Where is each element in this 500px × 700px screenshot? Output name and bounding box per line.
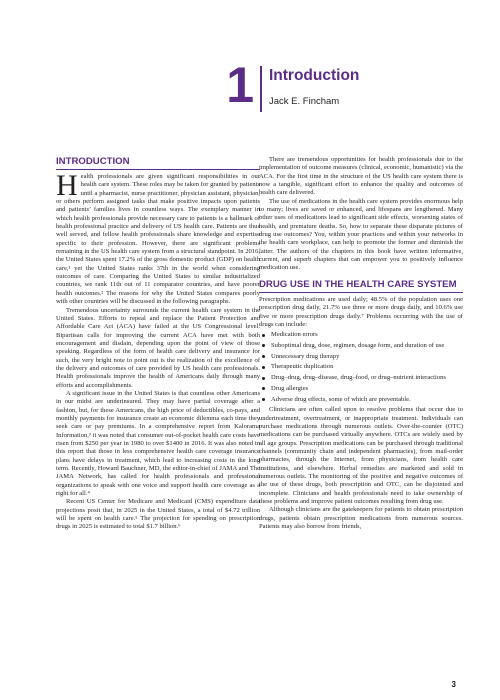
intro-paragraph-3: A significant issue in the United States is that countless other Americans in our midst are underinsured. They may have partial coverage after a fashion, but, for these Americans, the high price of deductibles, co-pays, and monthly payments for insurance create an economic dilemma each time they seek care or pay premiums. In a comprehensive report from Kalorama Information,³ it was noted that consumer out-of-pocket health care costs have risen from $250 per year in 1980 to over $1400 in 2016. It was also noted in this report that those in less comprehensive health care coverage insurance plans have delays in treatment, which lead to increasing costs in the long term. Recently, Howard Bauchner, MD, the editor-in-chief of JAMA and The JAMA Network, has called for health professionals and professional organizations to speak with one voice and support health care coverage as a right for all.⁴ [56, 389, 260, 498]
list-item-text: Drug–drug, drug–disease, drug–food, or drug–nutrient interactions [271, 374, 446, 382]
bullet-icon [262, 334, 265, 337]
list-item [271, 363, 463, 371]
list-item [271, 396, 463, 404]
drug-use-paragraph-1: Prescription medications are used daily; 48.5% of the population uses one prescription drug daily, 21.7% use three or more drugs daily, and 10.6% use five or more prescription drugs daily.⁷ Problems occurring with the use of drugs can include: [259, 295, 463, 328]
list-item-text: Unnecessary drug therapy [271, 352, 340, 360]
section-heading-introduction: INTRODUCTION [56, 156, 260, 170]
list-item-text: Suboptimal drug, dose, regimen, dosage form, and duration of use [271, 341, 445, 349]
chapter-title: Introduction [269, 67, 360, 84]
list-item [271, 331, 463, 339]
bullet-icon [262, 377, 265, 380]
bullet-icon [262, 398, 265, 401]
bullet-icon [262, 344, 265, 347]
list-item [271, 374, 463, 382]
drop-cap: H [56, 169, 78, 202]
drug-use-paragraph-3: Although clinicians are the gatekeepers for patients to obtain prescription drugs, patients obtain prescription medications from numerous sources. Patients may also borrow from friends, [259, 506, 463, 531]
list-item-text: Medication errors [271, 331, 318, 339]
chapter-author: Jack E. Fincham [269, 96, 340, 107]
drug-use-paragraph-2: Clinicians are often called upon to resolve problems that occur due to undertreatment, overtreatment, or inappropriate treatment. Individuals can purchase medications through numerous outlets. Over-the-counter (OTC) medications can be purchased virtually anywhere. OTCs are widely used by all age groups. Prescription medications can be purchased through traditional channels (community chain and independent pharmacies), from mail-order pharmacies, through the Internet, from physicians, from health care institutions, and elsewhere. Herbal remedies are marketed and sold in numerous outlets. The monitoring of the positive and negative outcomes of the use of these drugs, both prescription and OTC, can be disjointed and incomplete. Clinicians and health professionals need to take ownership of these problems and improve patient outcomes resulting from drug use. [259, 406, 463, 506]
list-item-text: Adverse drug effects, some of which are preventable. [271, 395, 411, 403]
intro-paragraph-1 [56, 169, 260, 307]
intro-paragraph-4: Recent US Center for Medicare and Medicaid (CMS) expenditure data projections posit that, in 2025 in the United States, a total of $4.72 trillion will be spent on health care.⁵ The projection for spending on prescription drugs in 2025 is estimated to total $1.7 billion.⁶ [56, 498, 260, 531]
bullet-icon [262, 366, 265, 369]
list-item-text: Therapeutic duplication [271, 363, 334, 371]
intro-paragraph-2: Tremendous uncertainty surrounds the current health care system in the United States. Efforts to repeal and replace the Patient Protection and Affordable Care Act (ACA) have failed at the US Congressional level. Bipartisan calls for improving the current ACA have met with both encouragement and disdain, depending upon the point of view of those speaking. Regardless of the form of health care delivery and insurance for such, the very bright note to point out is the realization of the excellence of the delivery and outcomes of care provided by US health care professionals. Health professionals improve the health of Americans daily through many efforts and accomplishments. [56, 306, 260, 389]
list-item [271, 353, 463, 361]
chapter-header [0, 0, 500, 140]
intro-paragraph-5: There are tremendous opportunities for health professionals due to the implementation of outcome measures (clinical, economic, humanistic) via the ACA. For the first time in the structure of the US health care system there is now a tangible, significant effort to enhance the quality and outcomes of health care delivered. [259, 156, 463, 197]
list-item-text: Drug allergies [271, 384, 309, 392]
intro-paragraph-6: The use of medications in the health care system provides enormous help to many; lives are saved or enhanced, and lifespans are lengthened. Many other uses of medications lead to significant side effects, worsening states of health, and premature deaths. So, how to separate these disparate pictures of drug use outcomes? You, within your practices and within your networks in the health care workplace, can help to promote the former and diminish the latter. The authors of the chapters in this book have written informative, current, and superb chapters that can empower you to positively influence medication use. [259, 197, 463, 272]
bullet-icon [262, 387, 265, 390]
list-item [271, 342, 463, 350]
left-column [56, 156, 260, 532]
list-item [271, 385, 463, 393]
bullet-icon [262, 355, 265, 358]
section-heading-drug-use: DRUG USE IN THE HEALTH CARE SYSTEM [259, 279, 463, 293]
drug-problems-list [259, 331, 463, 404]
chapter-divider [260, 66, 262, 112]
page-number: 3 [451, 680, 456, 689]
right-column [259, 156, 463, 531]
chapter-number: 1 [226, 57, 254, 113]
intro-paragraph-1-text: ealth professionals are given significant responsibilities in our health care system. These roles may be taken for granted by patients until a pharmacist, nurse practitioner, physician assistant, physician, or others perform assigned tasks that make positive impacts upon patients and patients’ families lives in countless ways. The exemplary manner in which health professionals provide necessary care to patients is a hallmark of health professional practice and delivery of US health care. Patients are thus well served, and fellow health professionals share knowledge and expertise specific to their profession. However, there are significant problems remaining in the US health care system from a structural standpoint. In 2016, the United States spent 17.2% of the gross domestic product (GDP) on health care,¹ yet the United States ranks 37th in the world when considering outcomes of care. Comparing the United States to similar industrialized countries, we rank 11th out of 11 comparator countries, and have poorer health outcomes.² The reasons for why the United States compares poorly with other countries will be discussed in the following paragraphs. [56, 173, 260, 306]
